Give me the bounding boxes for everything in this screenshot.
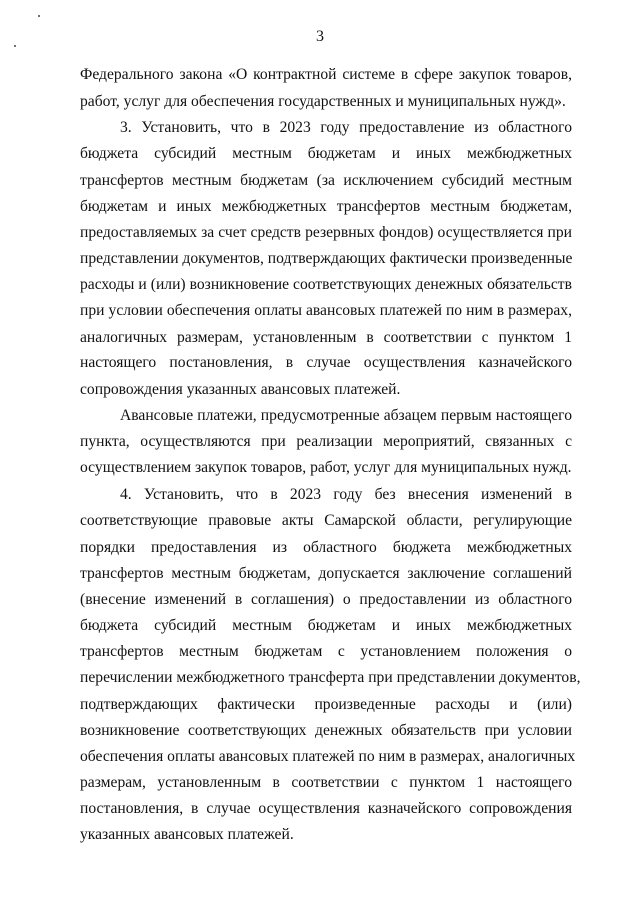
paragraph-line: возникновение соответствующих денежных обязательств при условии — [80, 722, 572, 739]
paragraph-line: размерам, установленным в соответствии с пунктом 1 настоящего — [80, 774, 572, 791]
paragraph-line: 4. Установить, что в 2023 году без внесения изменений в — [120, 486, 572, 503]
paragraph-line: трансфертов местным бюджетам, допускается заключение соглашений — [80, 565, 572, 582]
paragraph-line: порядки предоставления из областного бюджета межбюджетных — [80, 539, 572, 556]
paragraph-line: бюджета субсидий местным бюджетам и иных межбюджетных — [80, 617, 572, 634]
paragraph-line: постановления, в случае осуществления казначейского сопровождения — [80, 800, 572, 817]
paragraph-line: настоящего постановления, в случае осуществления казначейского — [80, 354, 572, 371]
paragraph-line: расходы и (или) возникновение соответствующих денежных обязательств — [80, 276, 572, 293]
paragraph-line: трансфертов местным бюджетам с установлением положения о — [80, 643, 572, 660]
paragraph-line: Федерального закона «О контрактной системе в сфере закупок товаров, — [80, 66, 572, 83]
paragraph-line: работ, услуг для обеспечения государственных и муниципальных нужд». — [80, 93, 566, 110]
scan-speck — [38, 15, 40, 17]
paragraph-line: указанных авансовых платежей. — [80, 826, 294, 843]
paragraph-line: подтверждающих фактически произведенные расходы и (или) — [80, 696, 572, 713]
paragraph-line: представлении документов, подтверждающих фактически произведенные — [80, 250, 573, 267]
paragraph-line: пункта, осуществляются при реализации мероприятий, связанных с — [80, 433, 572, 450]
paragraph-line: (внесение изменений в соглашения) о предоставлении из областного — [80, 591, 572, 608]
paragraph-line: трансфертов местным бюджетам (за исключением субсидий местным — [80, 172, 572, 189]
paragraph-line: бюджетам и иных межбюджетных трансфертов местным бюджетам, — [80, 198, 572, 215]
paragraph-line: Авансовые платежи, предусмотренные абзацем первым настоящего — [120, 407, 572, 424]
paragraph-line: аналогичных размерам, установленным в соответствии с пунктом 1 — [80, 329, 572, 346]
paragraph-line: предоставляемых за счет средств резервных фондов) осуществляется при — [80, 224, 572, 241]
paragraph-line: сопровождения указанных авансовых платежей. — [80, 381, 401, 398]
paragraph-line: соответствующие правовые акты Самарской области, регулирующие — [80, 512, 572, 529]
paragraph-line: бюджета субсидий местным бюджетам и иных межбюджетных — [80, 145, 572, 162]
paragraph-line: при условии обеспечения оплаты авансовых платежей по ним в размерах, — [80, 302, 572, 319]
paragraph-line: осуществлением закупок товаров, работ, услуг для муниципальных нужд. — [80, 459, 572, 476]
paragraph-line: обеспечения оплаты авансовых платежей по ним в размерах, аналогичных — [80, 748, 576, 765]
paragraph-line: перечислении межбюджетного трансферта при представлении документов, — [80, 669, 581, 686]
paragraph-line: 3. Установить, что в 2023 году предоставление из областного — [120, 119, 572, 136]
scan-speck — [14, 45, 16, 47]
page-number: 3 — [316, 28, 324, 45]
